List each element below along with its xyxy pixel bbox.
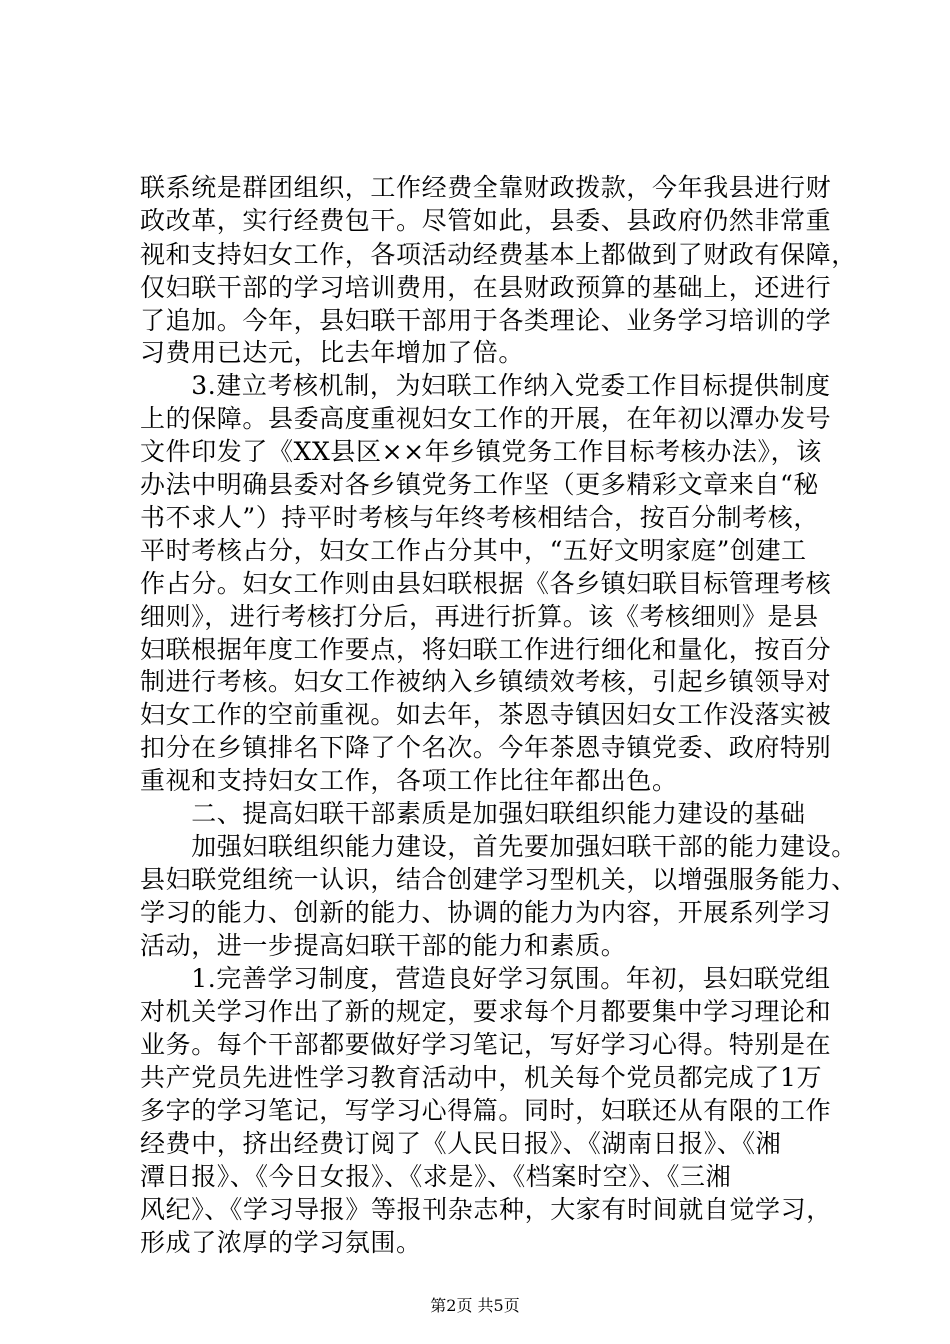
text-line: 细则》，进行考核打分后，再进行折算。该《考核细则》是县 bbox=[140, 602, 819, 631]
text-line: 平时考核占分，妇女工作占分其中，“五好文明家庭”创建工 bbox=[140, 536, 807, 565]
text-line: 作占分。妇女工作则由县妇联根据《各乡镇妇联目标管理考核 bbox=[140, 569, 832, 598]
text-line: 扣分在乡镇排名下降了个名次。今年茶恩寺镇党委、政府特别 bbox=[140, 733, 832, 762]
text-line: 妇联根据年度工作要点，将妇联工作进行细化和量化，按百分 bbox=[140, 635, 832, 664]
text-line: 业务。每个干部都要做好学习笔记，写好学习心得。特别是在 bbox=[140, 1030, 832, 1059]
text-line: 加强妇联组织能力建设，首先要加强妇联干部的能力建设。 bbox=[140, 832, 857, 861]
page-number: 第2页 共5页 bbox=[430, 1296, 520, 1315]
text-line: 1.完善学习制度，营造良好学习氛围。年初，县妇联党组 bbox=[140, 964, 831, 993]
section-heading: 二、提高妇联干部素质是加强妇联组织能力建设的基础 bbox=[140, 799, 806, 828]
text-line: 了追加。今年，县妇联干部用于各类理论、业务学习培训的学 bbox=[140, 306, 832, 335]
text-line: 县妇联党组统一认识，结合创建学习型机关，以增强服务能力、 bbox=[140, 865, 857, 894]
text-line: 活动，进一步提高妇联干部的能力和素质。 bbox=[140, 931, 627, 960]
text-line: 办法中明确县委对各乡镇党务工作坚（更多精彩文章来自“秘 bbox=[140, 470, 819, 499]
text-line: 共产党员先进性学习教育活动中，机关每个党员都完成了1万 bbox=[140, 1063, 823, 1092]
text-line: 重视和支持妇女工作，各项工作比往年都出色。 bbox=[140, 766, 678, 795]
text-line: 多字的学习笔记，写学习心得篇。同时，妇联还从有限的工作 bbox=[140, 1096, 832, 1125]
text-line: 视和支持妇女工作，各项活动经费基本上都做到了财政有保障， bbox=[140, 240, 857, 269]
text-line: 上的保障。县委高度重视妇女工作的开展，在年初以潭办发号 bbox=[140, 404, 832, 433]
text-line: 仅妇联干部的学习培训费用，在县财政预算的基础上，还进行 bbox=[140, 273, 832, 302]
text-line: 书不求人”）持平时考核与年终考核相结合，按百分制考核， bbox=[140, 503, 819, 532]
text-line: 政改革，实行经费包干。尽管如此，县委、县政府仍然非常重 bbox=[140, 206, 832, 235]
text-line: 联系统是群团组织，工作经费全靠财政拨款，今年我县进行财 bbox=[140, 173, 832, 202]
text-line: 制进行考核。妇女工作被纳入乡镇绩效考核，引起乡镇领导对 bbox=[140, 667, 832, 696]
text-line: 妇女工作的空前重视。如去年，茶恩寺镇因妇女工作没落实被 bbox=[140, 700, 832, 729]
text-line: 经费中，挤出经费订阅了《人民日报》、《湖南日报》、《湘 bbox=[140, 1129, 782, 1158]
text-line: 风纪》、《学习导报》等报刊杂志种，大家有时间就自觉学习， bbox=[140, 1195, 832, 1224]
text-line: 习费用已达元，比去年增加了倍。 bbox=[140, 338, 525, 367]
text-line: 对机关学习作出了新的规定，要求每个月都要集中学习理论和 bbox=[140, 997, 832, 1026]
text-line: 学习的能力、创新的能力、协调的能力为内容，开展系列学习 bbox=[140, 898, 832, 927]
text-line: 潭日报》、《今日女报》、《求是》、《档案时空》、《三湘 bbox=[140, 1162, 732, 1191]
text-line: 3.建立考核机制，为妇联工作纳入党委工作目标提供制度 bbox=[140, 371, 831, 400]
text-line: 文件印发了《XX县区××年乡镇党务工作目标考核办法》，该 bbox=[140, 437, 822, 466]
text-line: 形成了浓厚的学习氛围。 bbox=[140, 1228, 422, 1257]
